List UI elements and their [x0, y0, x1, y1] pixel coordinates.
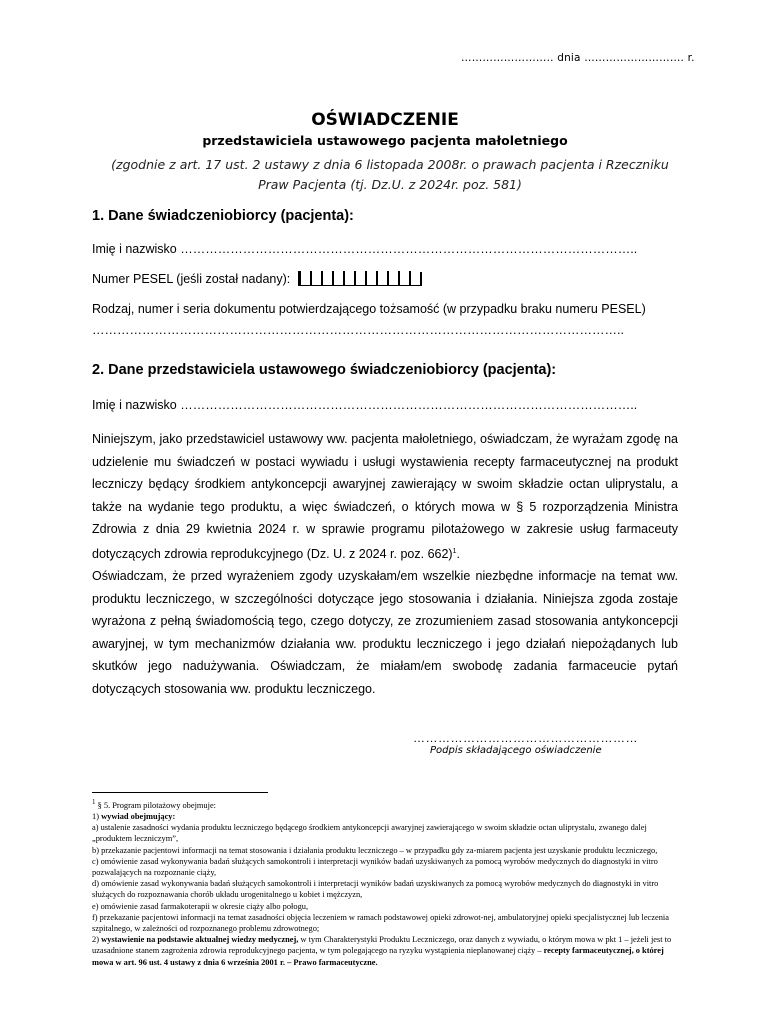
document-title: OŚWIADCZENIE [311, 110, 459, 130]
footnote-divider [92, 792, 268, 793]
pesel-digit-box [310, 271, 321, 286]
legal-basis: (zgodnie z art. 17 ust. 2 ustawy z dnia 6 listopada 2008r. o prawach pacjenta i Rzeczniku Praw Pacjenta (tj. Dz.U. z 2024r. poz. 581) [111, 157, 669, 192]
pesel-digit-box [298, 271, 310, 286]
pesel-boxes [298, 271, 422, 289]
statement-body [92, 428, 678, 700]
signature-label: Podpis składającego oświadczenie [430, 745, 602, 756]
pesel-digit-box [409, 271, 420, 286]
footnote-item-e: e) omówienie zasad farmakoterapii w okresie ciąży albo połogu, [92, 901, 309, 911]
pesel-digit-box [321, 271, 332, 286]
pesel-digit-box [365, 271, 376, 286]
pesel-digit-box [354, 271, 365, 286]
id-document-field: ……………………………………………………………………………………………………………….. [92, 323, 624, 337]
document-subtitle: przedstawiciela ustawowego pacjenta małoletniego [202, 133, 568, 148]
date-line: …………………….. dnia ………………………. r. [461, 52, 695, 64]
pesel-label: Numer PESEL (jeśli został nadany): [92, 272, 291, 286]
section2-heading: 2. Dane przedstawiciela ustawowego świadczeniobiorcy (pacjenta): [92, 362, 557, 378]
footnote-intro: $^1$ § 5. Program pilotażowy obejmuje: [92, 798, 216, 810]
footnote-ref: 1 [452, 547, 457, 555]
declaration-paragraph: Oświadczam, że przed wyrażeniem zgody uzyskałam/em wszelkie niezbędne informacje na temat ww. produktu leczniczego, w szczególności dotyczące jego stosowania i działania. Niniejsza zgoda zostaje wyrażona z pełną świadomością tego, czego dotyczy, ze zrozumieniem zasad stosowania antykoncepcji awaryjnej, w tym mechanizmów działania ww. produktu leczniczego i jego działań niepożądanych lub skutków jego nadużywania. Oświadczam, że miałam/em swobodę zadania farmaceucie pytań dotyczących stosowania ww. produktu leczniczego. [92, 569, 678, 696]
pesel-digit-box [398, 271, 409, 286]
pesel-field [92, 271, 422, 289]
pesel-box-end [420, 272, 422, 286]
footnote-item-f: f) przekazanie pacjentowi informacji na temat zasadności objęcia leczeniem w ramach podstawowej opieki zdrowot-nej, ambulatoryjnej opieki specjalistycznej lub leczenia szpitalnego, w zależności od rozpoznanego problemu zdrowotnego; [92, 912, 669, 934]
section1-heading: 1. Dane świadczeniobiorcy (pacjenta): [92, 208, 354, 224]
representative-name-field: Imię i nazwisko ……………………………………………………………………………………………….. [92, 398, 638, 412]
id-document-label: Rodzaj, numer i seria dokumentu potwierdzającego tożsamość (w przypadku braku numeru PESEL) [92, 302, 646, 316]
patient-name-field: Imię i nazwisko ……………………………………………………………………………………………….. [92, 242, 638, 256]
footnote-item-c: c) omówienie zasad wykonywania badań służących samokontroli i interpretacji wyników badań uzyskiwanych za pomocą wyrobów medycznych do diagnostyki in vitro pozwalających na rozpoznanie ciąży, [92, 856, 658, 878]
pesel-digit-box [376, 271, 387, 286]
footnote-item-1: 1) wywiad obejmujący: [92, 812, 176, 821]
footnote-item-b: b) przekazanie pacjentowi informacji na temat stosowania i działania produktu leczniczego – w przypadku gdy za-miarem pacjenta jest uzyskanie produktu leczniczego, [92, 845, 658, 855]
consent-paragraph: Niniejszym, jako przedstawiciel ustawowy ww. pacjenta małoletniego, oświadczam, że wyrażam zgodę na udzielenie mu świadczeń w postaci wywiadu i usługi wystawienia recepty farmaceutycznej na produkt leczniczy będący środkiem antykoncepcji awaryjnej zawierający w swoim składzie octan uliprystalu, a także na wydanie tego produktu, a więc świadczeń, o których mowa w § 5 rozporządzenia Ministra Zdrowia z dnia 29 kwietnia 2024 r. w sprawie programu pilotażowego w zakresie usług farmaceuty dotyczących zdrowia reprodukcyjnego (Dz. U. z 2024 r. poz. 662)$^1$. [92, 432, 678, 561]
pesel-digit-box [387, 271, 398, 286]
footnotes [92, 797, 678, 968]
footnote-item-2: 2) wystawienie na podstawie aktualnej wiedzy medycznej, w tym Charakterystyki Produktu Leczniczego, oraz danych z wywiadu, o którym mowa w pkt 1 – jeżeli jest to uzasadnione stanem zagrożenia zdrowia reprodukcyjnego pacjenta, w tym polegającego na ryzyku wystąpienia nieplanowanej ciąży – recepty farmaceutycznej, o której mowa w art. 96 ust. 4 ustawy z dnia 6 września 2001 r. – Prawo farmaceutyczne. [92, 935, 672, 967]
footnote-item-a: a) ustalenie zasadności wydania produktu leczniczego będącego środkiem antykoncepcji awaryjnej zawierającego w swoim składzie octan uliprystalu, zwanego dalej „produktem leczniczym”, [92, 823, 647, 844]
signature-line: ……………………………………………… [413, 731, 638, 745]
footnote-item-d: d) omówienie zasad wykonywania badań służących samokontroli i interpretacji wyników badań uzyskiwanych za pomocą wyrobów medycznych do diagnostyki in vitro służących do rozpoznawania chorób układu urogenitalnego u kobiet i mężczyzn, [92, 879, 659, 900]
pesel-digit-box [332, 271, 343, 286]
pesel-digit-box [343, 271, 354, 286]
